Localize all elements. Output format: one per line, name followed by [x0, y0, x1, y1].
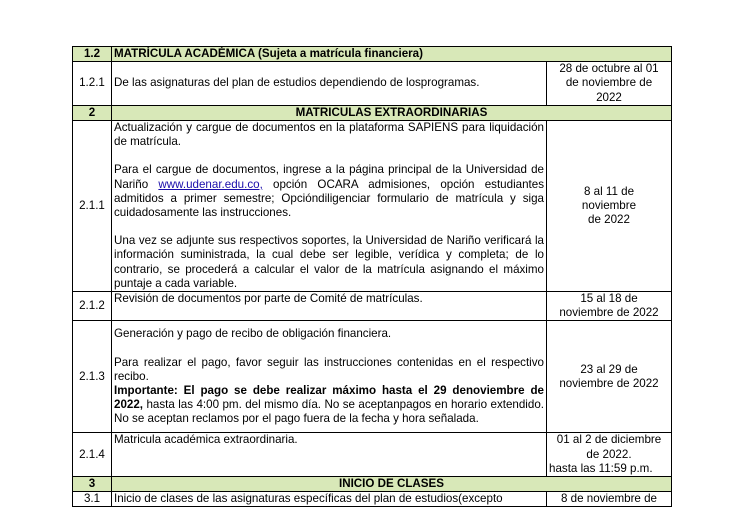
section-number: 3 — [73, 477, 112, 492]
date-line: hasta las 11:59 p.m. — [549, 461, 653, 475]
row-description — [112, 321, 547, 433]
description-paragraph — [114, 384, 544, 427]
section-title: MATRÍCULA ACADÉMICA (Sujeta a matrícula financiera) — [112, 47, 672, 62]
date-line: 8 de noviembre de — [560, 492, 658, 506]
date-line: noviembre — [581, 198, 637, 212]
row-number: 2.1.3 — [73, 321, 112, 433]
table-row-2-1-1 — [73, 121, 672, 292]
table-row-1-2-1 — [73, 62, 672, 106]
date-line: 28 de octubre al 01 — [559, 62, 659, 76]
section-title: INICIO DE CLASES — [112, 477, 672, 492]
row-description: Revisión de documentos por parte de Comité de matrículas. — [112, 292, 547, 321]
table-row-2-1-2 — [73, 292, 672, 321]
date-line: noviembre de 2022 — [559, 376, 659, 390]
row-date — [547, 433, 672, 477]
row-description — [112, 121, 547, 292]
date-line: noviembre de 2022 — [559, 306, 659, 320]
important-notice: Importante: El pago se debe realizar máximo hasta el 29 denoviembre de 2022, — [114, 383, 544, 412]
schedule-table — [72, 46, 672, 507]
row-number: 2.1.4 — [73, 433, 112, 477]
date-line: 15 al 18 de — [580, 292, 638, 306]
date-line: 2022 — [596, 90, 622, 104]
section-title: MATRICULAS EXTRAORDINARIAS — [112, 105, 672, 120]
section-number: 1.2 — [73, 47, 112, 62]
row-date — [547, 292, 672, 321]
row-number: 2.1.1 — [73, 121, 112, 292]
date-line: de noviembre de — [565, 76, 653, 90]
udenar-website-link[interactable]: www.udenar.edu.co, — [158, 177, 263, 191]
date-line: 8 al 11 de — [583, 184, 635, 198]
section-row-2 — [73, 105, 672, 120]
description-paragraph: Una vez se adjunte sus respectivos soportes, la Universidad de Nariño verificará la información suministrada, la cual debe ser legible, verídica y completa; de lo contrario, se procederá a calcular el valor de la matrícula asignando el máximo puntaje a cada variable. — [114, 234, 544, 290]
paragraph-text: opción OCARA admisiones, opción estudiantes admitidos a primer semestre; Opcióndiligenciar formulario de matrícula y siga cuidadosamente las instrucciones. — [114, 177, 545, 220]
table-row-2-1-3 — [73, 321, 672, 433]
description-paragraph — [114, 163, 544, 220]
row-description: Matricula académica extraordinaria. — [112, 433, 547, 477]
section-row-3 — [73, 477, 672, 492]
date-line: 01 al 2 de diciembre — [556, 433, 662, 447]
row-number: 3.1 — [73, 492, 112, 507]
row-number: 1.2.1 — [73, 62, 112, 106]
description-paragraph: Para realizar el pago, favor seguir las instrucciones contenidas en el respectivo recibo. — [114, 355, 544, 383]
description-paragraph: Generación y pago de recibo de obligación financiera. — [114, 327, 392, 341]
row-date — [547, 492, 672, 507]
section-row-1-2 — [73, 47, 672, 62]
row-date — [547, 321, 672, 433]
date-line: de 2022 — [588, 213, 630, 227]
row-description: Inicio de clases de las asignaturas específicas del plan de estudios(excepto — [112, 492, 547, 507]
table-row-2-1-4 — [73, 433, 672, 477]
date-line: 23 al 29 de — [580, 362, 638, 376]
row-description: De las asignaturas del plan de estudios dependiendo de losprogramas. — [112, 62, 547, 106]
row-date — [547, 121, 672, 292]
section-number: 2 — [73, 105, 112, 120]
row-number: 2.1.2 — [73, 292, 112, 321]
table-row-3-1 — [73, 492, 672, 507]
paragraph-text: hasta las 4:00 pm. del mismo día. No se aceptanpagos en horario extendido. No se aceptan reclamos por el pago fuera de la fecha y hora señalada. — [114, 398, 544, 426]
paragraph-text: Para el cargue de documentos, ingrese a la página principal de la Universidad de Nariño — [114, 163, 544, 191]
description-paragraph: Actualización y cargue de documentos en la plataforma SAPIENS para liquidación de matrícula. — [114, 121, 544, 149]
row-date — [547, 62, 672, 106]
date-line: de 2022. — [586, 447, 632, 461]
